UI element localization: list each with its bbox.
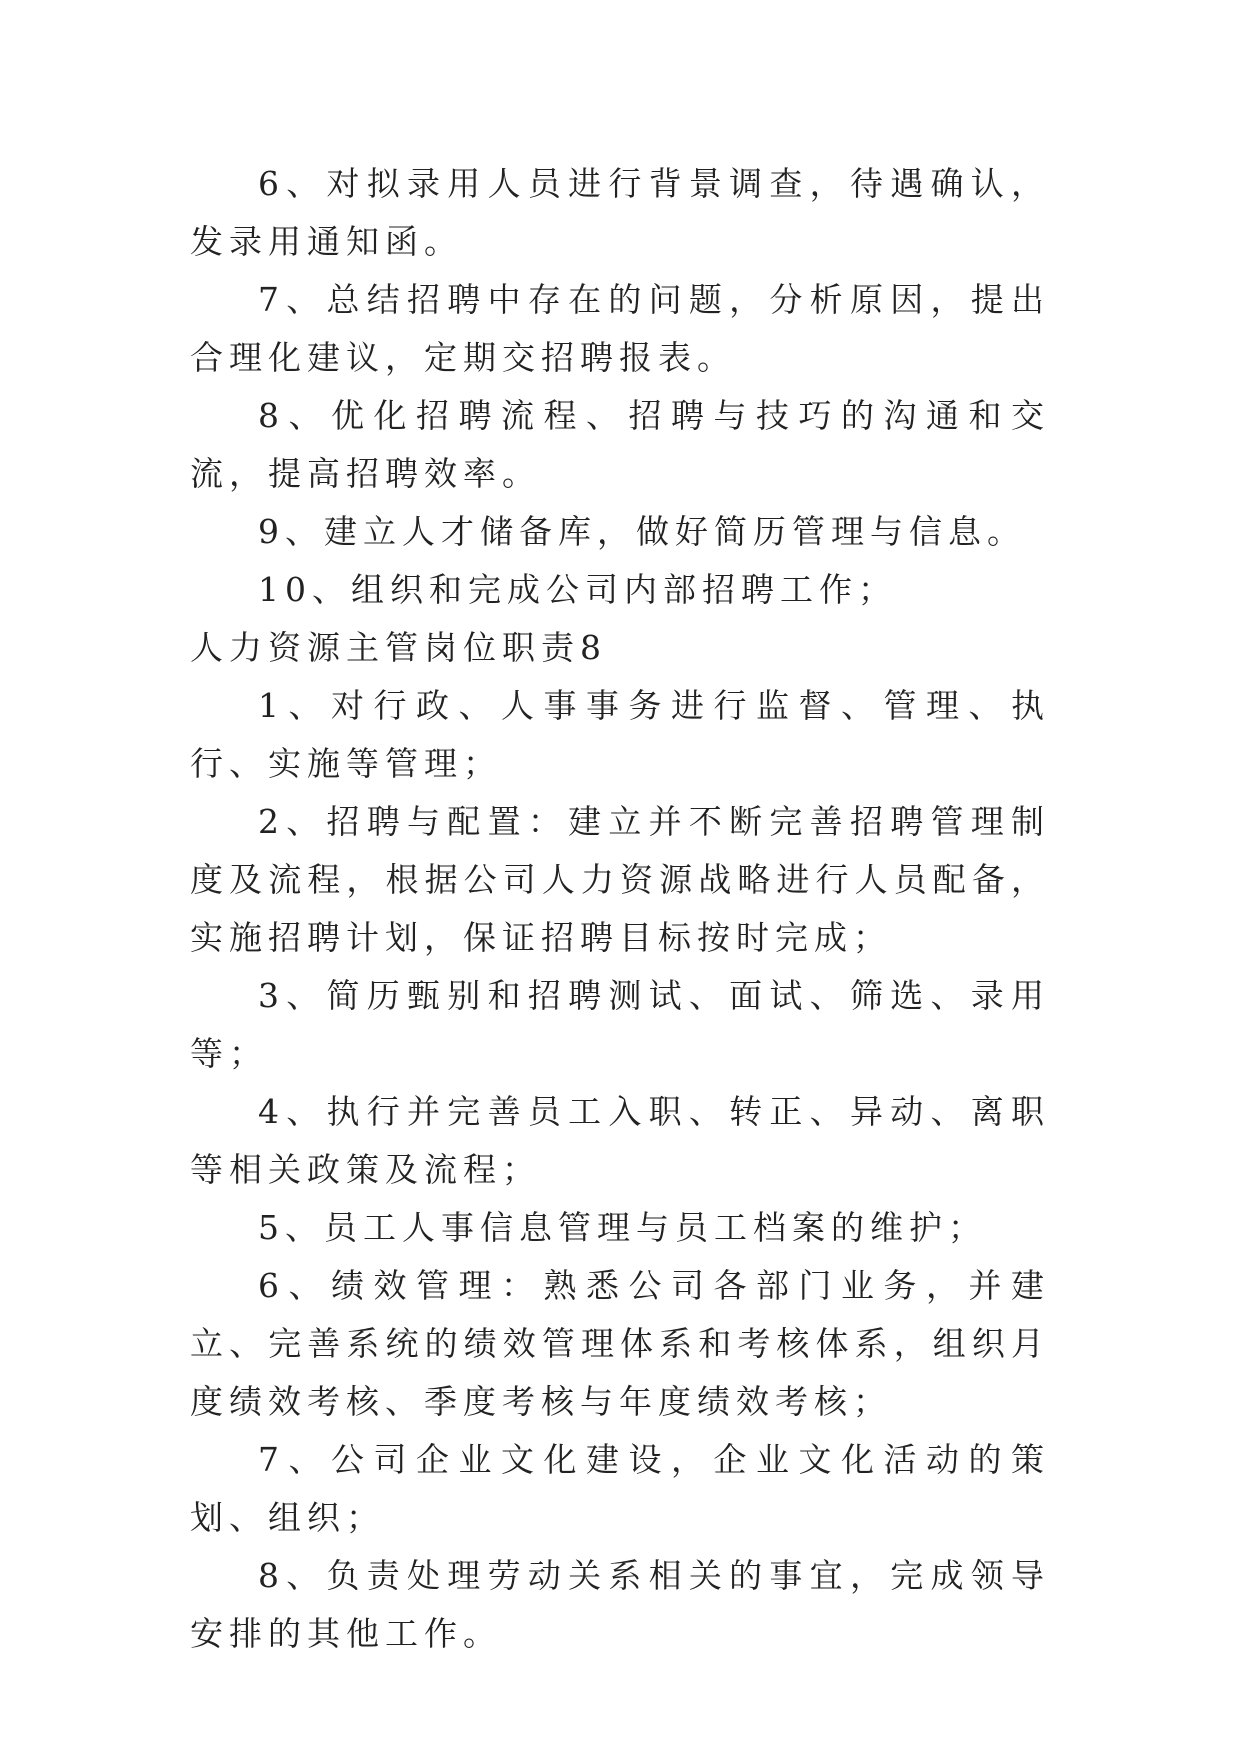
paragraph-duty-2: 2、招聘与配置：建立并不断完善招聘管理制度及流程，根据公司人力资源战略进行人员配备，实施招聘计划，保证招聘目标按时完成； (190, 802, 1050, 957)
paragraph-duty-4: 4、执行并完善员工入职、转正、异动、离职等相关政策及流程； (190, 1092, 1050, 1189)
paragraph-item-7-summary: 7、总结招聘中存在的问题，分析原因，提出合理化建议，定期交招聘报表。 (190, 280, 1050, 377)
document-body (190, 155, 1050, 1663)
paragraph-item-6-offer: 6、对拟录用人员进行背景调查，待遇确认，发录用通知函。 (190, 164, 1050, 261)
paragraph-item-10-internal-hiring: 10、组织和完成公司内部招聘工作； (258, 570, 897, 609)
paragraph-duty-1: 1、对行政、人事事务进行监督、管理、执行、实施等管理； (190, 686, 1050, 783)
paragraph-duty-8: 8、负责处理劳动关系相关的事宜，完成领导安排的其他工作。 (190, 1556, 1050, 1653)
paragraph-duty-5: 5、员工人事信息管理与员工档案的维护； (258, 1208, 987, 1247)
paragraph-duty-7: 7、公司企业文化建设，企业文化活动的策划、组织； (190, 1440, 1050, 1537)
section-heading: 人力资源主管岗位职责8 (190, 628, 607, 667)
paragraph-duty-6: 6、绩效管理：熟悉公司各部门业务，并建立、完善系统的绩效管理体系和考核体系，组织月度绩效考核、季度考核与年度绩效考核； (190, 1266, 1050, 1421)
paragraph-item-8-optimize: 8、优化招聘流程、招聘与技巧的沟通和交流，提高招聘效率。 (190, 396, 1050, 493)
paragraph-item-9-talent-pool: 9、建立人才储备库，做好简历管理与信息。 (258, 512, 1026, 551)
paragraph-duty-3: 3、简历甄别和招聘测试、面试、筛选、录用等； (190, 976, 1050, 1073)
